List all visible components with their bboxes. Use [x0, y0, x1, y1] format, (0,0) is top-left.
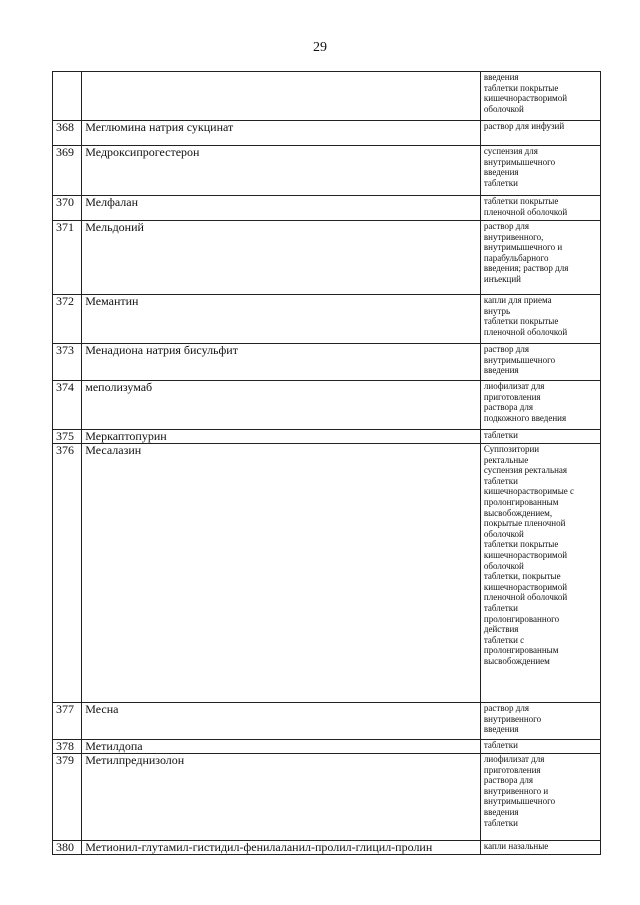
dosage-form-line: внутривенного,	[483, 231, 544, 242]
table-row	[53, 740, 601, 754]
row-number: 380	[53, 841, 82, 855]
dosage-form-line: пленочной оболочкой	[483, 326, 568, 337]
dosage-forms	[480, 841, 600, 855]
table-row	[53, 381, 601, 430]
dosage-form-line: капли для приема	[483, 295, 552, 305]
dosage-form-line: кишечнорастворимой	[483, 581, 568, 592]
dosage-form-line: инъекций	[483, 273, 521, 284]
row-number: 377	[53, 703, 82, 740]
page-number: 29	[313, 40, 327, 55]
dosage-form-line: приготовления	[483, 391, 541, 402]
dosage-forms	[480, 703, 600, 740]
dosage-form-line: суспензия для	[483, 146, 538, 156]
dosage-form-line: таблетки покрытые	[483, 539, 559, 550]
row-number: 372	[53, 295, 82, 344]
dosage-form-line: парабульбарного	[483, 252, 549, 263]
dosage-form-line: раствора для	[483, 775, 533, 786]
dosage-forms	[480, 444, 600, 703]
dosage-form-line: пленочной оболочкой	[483, 206, 568, 217]
dosage-forms	[480, 740, 600, 754]
drug-name: Мелфалан	[82, 196, 481, 221]
drug-name	[82, 72, 481, 121]
dosage-form-line: пролонгированным	[483, 496, 559, 507]
dosage-form-line: высвобождением,	[483, 507, 553, 518]
dosage-form-line: внутрь	[483, 305, 511, 316]
dosage-form-line: ректальные	[483, 454, 529, 465]
dosage-form-line: капли назальные	[483, 841, 549, 851]
table-row	[53, 754, 601, 841]
row-number: 373	[53, 344, 82, 381]
drug-name: Меркаптопурин	[82, 430, 481, 444]
dosage-form-line: кишечнорастворимые с	[483, 486, 575, 497]
table-row	[53, 841, 601, 855]
table-row	[53, 344, 601, 381]
dosage-form-line: оболочкой	[483, 560, 524, 571]
dosage-forms	[480, 196, 600, 221]
dosage-form-line: введения	[483, 72, 519, 82]
dosage-form-line: таблетки	[483, 817, 518, 828]
dosage-form-line: раствор для инфузий	[483, 121, 565, 131]
dosage-form-line: внутривенного и	[483, 785, 549, 796]
drug-name: Месна	[82, 703, 481, 740]
dosage-form-line: кишечнорастворимой	[483, 93, 568, 104]
dosage-form-line: покрытые пленочной	[483, 518, 566, 529]
table-row	[53, 430, 601, 444]
dosage-forms	[480, 754, 600, 841]
dosage-form-line: оболочкой	[483, 528, 524, 539]
dosage-form-line: таблетки покрытые	[483, 82, 559, 93]
dosage-form-line: внутримышечного	[483, 354, 556, 365]
row-number: 375	[53, 430, 82, 444]
drug-name: Месалазин	[82, 444, 481, 703]
dosage-form-line: действия	[483, 624, 519, 635]
dosage-form-line: таблетки	[483, 430, 518, 440]
dosage-form-line: раствора для	[483, 402, 533, 413]
dosage-form-line: введения	[483, 724, 519, 735]
drug-name: Мемантин	[82, 295, 481, 344]
row-number: 378	[53, 740, 82, 754]
dosage-forms	[480, 221, 600, 295]
dosage-form-line: пленочной оболочкой	[483, 592, 568, 603]
dosage-forms	[480, 121, 600, 146]
dosage-form-line: лиофилизат для	[483, 381, 545, 391]
row-number: 379	[53, 754, 82, 841]
dosage-form-line: приготовления	[483, 764, 541, 775]
drug-name: меполизумаб	[82, 381, 481, 430]
drug-name: Метилдопа	[82, 740, 481, 754]
table-row	[53, 121, 601, 146]
dosage-form-line: кишечнорастворимой	[483, 549, 568, 560]
dosage-form-line: раствор для	[483, 703, 529, 713]
dosage-form-line: пролонгированного	[483, 613, 560, 624]
row-number: 371	[53, 221, 82, 295]
drug-name: Менадиона натрия бисульфит	[82, 344, 481, 381]
table-row	[53, 221, 601, 295]
dosage-form-line: внутримышечного	[483, 796, 556, 807]
table-body	[53, 72, 601, 855]
table-row	[53, 703, 601, 740]
dosage-form-line: внутривенного	[483, 713, 542, 724]
row-number: 368	[53, 121, 82, 146]
dosage-form-line: лиофилизат для	[483, 754, 545, 764]
drug-name: Медроксипрогестерон	[82, 146, 481, 196]
row-number: 370	[53, 196, 82, 221]
table-row	[53, 72, 601, 121]
dosage-form-line: таблетки покрытые	[483, 196, 559, 206]
dosage-form-line: таблетки, покрытые	[483, 571, 561, 582]
dosage-form-line: пролонгированным	[483, 645, 559, 656]
dosage-form-line: введения; раствор для	[483, 263, 569, 274]
dosage-form-line: таблетки с	[483, 634, 525, 645]
drug-name: Метионил-глутамил-гистидил-фенилаланил-пролил-глицил-пролин	[82, 841, 481, 855]
dosage-forms	[480, 381, 600, 430]
row-number: 376	[53, 444, 82, 703]
dosage-form-line: высвобождением	[483, 655, 550, 666]
dosage-form-line: введения	[483, 806, 519, 817]
row-number: 369	[53, 146, 82, 196]
dosage-form-line: таблетки	[483, 177, 518, 188]
dosage-forms	[480, 295, 600, 344]
dosage-form-line: таблетки	[483, 602, 518, 613]
row-number: 374	[53, 381, 82, 430]
table-row	[53, 444, 601, 703]
dosage-forms	[480, 430, 600, 444]
drug-table	[52, 71, 601, 855]
drug-name: Мельдоний	[82, 221, 481, 295]
dosage-form-line: введения	[483, 365, 519, 376]
table-row	[53, 146, 601, 196]
dosage-form-line: внутримышечного и	[483, 242, 563, 253]
dosage-forms	[480, 344, 600, 381]
dosage-form-line: подкожного введения	[483, 412, 567, 423]
drug-name: Меглюмина натрия сукцинат	[82, 121, 481, 146]
dosage-form-line: внутримышечного	[483, 156, 556, 167]
dosage-form-line: таблетки	[483, 740, 518, 750]
row-number	[53, 72, 82, 121]
dosage-form-line: оболочкой	[483, 103, 524, 114]
dosage-forms	[480, 146, 600, 196]
dosage-form-line: суспензия ректальная	[483, 465, 568, 476]
drug-name: Метилпреднизолон	[82, 754, 481, 841]
table-row	[53, 295, 601, 344]
dosage-forms	[480, 72, 600, 121]
dosage-form-line: раствор для	[483, 221, 529, 231]
dosage-form-line: таблетки	[483, 475, 518, 486]
table-row	[53, 196, 601, 221]
dosage-form-line: таблетки покрытые	[483, 316, 559, 327]
dosage-form-line: Суппозитории	[483, 444, 540, 454]
dosage-form-line: раствор для	[483, 344, 529, 354]
dosage-form-line: введения	[483, 167, 519, 178]
